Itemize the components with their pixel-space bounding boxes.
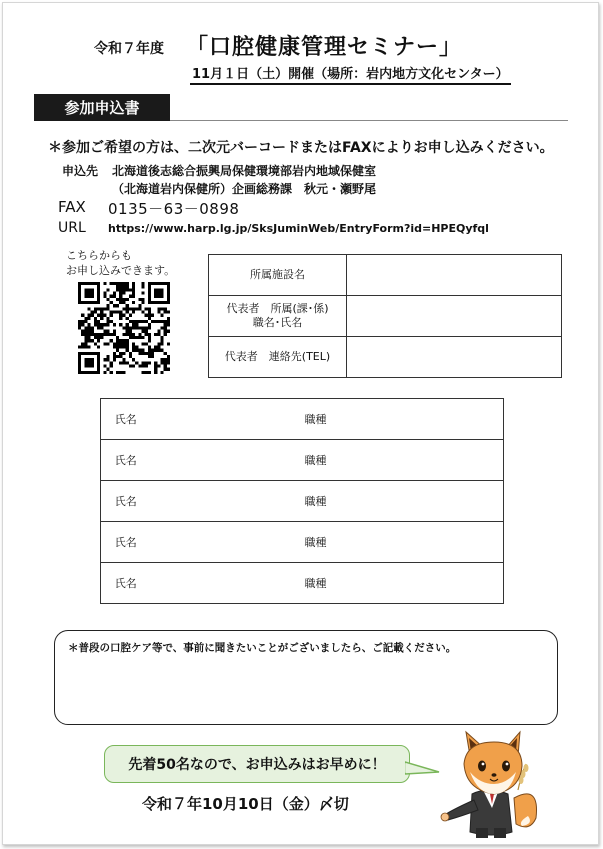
rep-contact-field[interactable] (347, 337, 562, 378)
name-field[interactable] (151, 563, 301, 604)
job-field[interactable] (335, 481, 504, 522)
section-label: 参加申込書 (34, 94, 170, 121)
job-field[interactable] (335, 399, 504, 440)
url-label: URL (58, 220, 86, 236)
qr-caption-line-2: お申し込みできます。 (66, 264, 176, 277)
notice-bubble: 先着50名なので、お申込みはお早めに！ (104, 745, 410, 783)
label-text: 所属施設名 (250, 268, 305, 281)
table-row (209, 337, 562, 378)
table-row (101, 481, 504, 522)
qr-caption-line-1: こちらからも (66, 249, 132, 262)
representative-table (208, 254, 562, 378)
table-row (101, 522, 504, 563)
destination-line-1: 北海道後志総合振興局保健環境部岩内地域保健室 (112, 164, 377, 178)
name-label: 氏名 (101, 440, 151, 481)
rep-dept-name-field[interactable] (347, 296, 562, 337)
table-row (101, 440, 504, 481)
name-label: 氏名 (101, 399, 151, 440)
rep-dept-name-label (209, 296, 347, 337)
destination-line-2: （北海道岩内保健所）企画総務課 秋元・瀬野尾 (112, 182, 377, 196)
job-label: 職種 (301, 481, 335, 522)
name-field[interactable] (151, 440, 301, 481)
facility-name-label (209, 255, 347, 296)
date-location: 11月１日（土）開催（場所：岩内地方文化センター） (190, 63, 511, 85)
table-row (101, 563, 504, 604)
table-row (209, 296, 562, 337)
qr-code-icon[interactable] (78, 282, 170, 374)
facility-name-field[interactable] (347, 255, 562, 296)
name-field[interactable] (151, 522, 301, 563)
name-label: 氏名 (101, 522, 151, 563)
deadline: 令和７年10月10日（金）〆切 (142, 795, 349, 813)
instruction-text: ＊参加ご希望の方は、二次元バーコードまたはFAXによりお申し込みください。 (48, 140, 554, 156)
section-divider (170, 120, 568, 121)
participants-table (100, 398, 504, 604)
seminar-title: 「口腔健康管理セミナー」 (186, 35, 463, 60)
fax-label: FAX (58, 198, 86, 216)
job-label: 職種 (301, 440, 335, 481)
name-label: 氏名 (101, 563, 151, 604)
destination-label: 申込先 (62, 164, 99, 178)
era-year: 令和７年度 (94, 41, 164, 57)
fox-mascot-icon (436, 728, 544, 840)
label-text: 職名･氏名 (252, 316, 303, 329)
table-row (101, 399, 504, 440)
job-label: 職種 (301, 563, 335, 604)
comment-prompt: ＊普段の口腔ケア等で、事前に聞きたいことがございましたら、ご記載ください。 (68, 642, 457, 654)
job-label: 職種 (301, 522, 335, 563)
qr-caption (66, 248, 175, 278)
job-field[interactable] (335, 522, 504, 563)
name-label: 氏名 (101, 481, 151, 522)
job-field[interactable] (335, 440, 504, 481)
fax-number: 0135－63－0898 (108, 200, 240, 218)
name-field[interactable] (151, 481, 301, 522)
job-label: 職種 (301, 399, 335, 440)
rep-contact-label (209, 337, 347, 378)
table-row (209, 255, 562, 296)
url-link[interactable]: https://www.harp.lg.jp/SksJuminWeb/EntryForm?id=HPEQyfql (108, 222, 489, 235)
job-field[interactable] (335, 563, 504, 604)
name-field[interactable] (151, 399, 301, 440)
label-text: 代表者 連絡先(TEL) (224, 350, 331, 363)
label-text: 代表者 所属(課･係) (226, 302, 329, 315)
